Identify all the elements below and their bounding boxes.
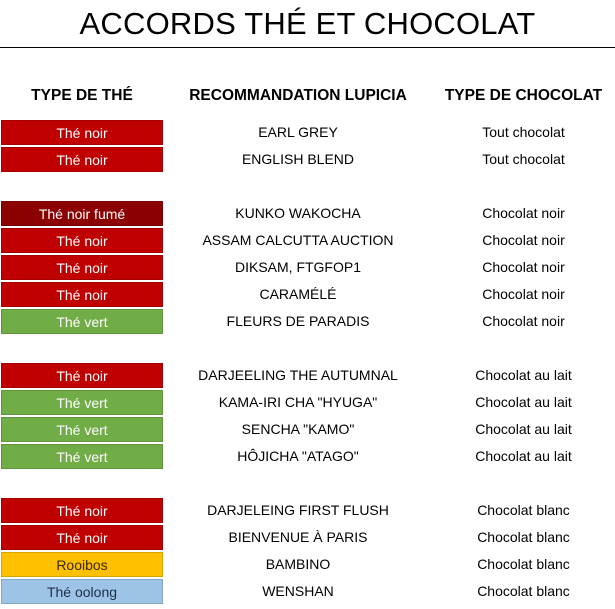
recommendation-cell: ENGLISH BLEND: [241, 151, 355, 167]
tea-type-cell: Thé noir: [1, 282, 163, 307]
table-row: [0, 579, 615, 606]
recommendation-cell: CARAMÉLÉ: [259, 286, 337, 302]
header-chocolate-type: TYPE DE CHOCOLAT: [444, 87, 603, 104]
tea-type-cell: Thé noir: [1, 147, 163, 172]
chocolate-type-cell: Chocolat au lait: [475, 448, 572, 464]
tea-type-cell: Thé vert: [1, 417, 163, 442]
tea-type-cell: Thé noir: [1, 120, 163, 145]
recommendation-cell: KAMA-IRI CHA "HYUGA": [218, 394, 378, 410]
chocolate-type-cell: Chocolat noir: [482, 313, 565, 329]
recommendation-cell: DARJELEING FIRST FLUSH: [207, 502, 389, 518]
header-tea-type: TYPE DE THÉ: [31, 87, 133, 104]
page-title: ACCORDS THÉ ET CHOCOLAT: [79, 6, 536, 41]
group-spacer: [0, 174, 615, 201]
recommendation-cell: HÔJICHA "ATAGO": [237, 448, 359, 464]
chocolate-type-cell: Chocolat noir: [482, 232, 565, 248]
table-row: [0, 228, 615, 255]
table-row: [0, 498, 615, 525]
recommendation-cell: DIKSAM, FTGFOP1: [234, 259, 361, 275]
chocolate-type-cell: Chocolat blanc: [477, 502, 570, 518]
recommendation-cell: WENSHAN: [262, 583, 334, 599]
tea-type-cell: Thé noir fumé: [1, 201, 163, 226]
table-row: [0, 120, 615, 147]
table-row: [0, 255, 615, 282]
chocolate-type-cell: Chocolat au lait: [475, 421, 572, 437]
table-row: [0, 309, 615, 336]
recommendation-cell: EARL GREY: [258, 124, 338, 140]
chocolate-type-cell: Chocolat au lait: [475, 394, 572, 410]
recommendation-cell: FLEURS DE PARADIS: [226, 313, 370, 329]
tea-type-cell: Rooibos: [1, 552, 163, 577]
pairing-table: [0, 120, 615, 606]
recommendation-cell: BAMBINO: [265, 556, 331, 572]
chocolate-type-cell: Chocolat blanc: [477, 529, 570, 545]
table-row: [0, 282, 615, 309]
group-spacer: [0, 471, 615, 498]
recommendation-cell: SENCHA "KAMO": [241, 421, 355, 437]
tea-type-cell: Thé noir: [1, 363, 163, 388]
chocolate-type-cell: Chocolat noir: [482, 286, 565, 302]
tea-type-cell: Thé noir: [1, 525, 163, 550]
column-headers: [0, 86, 615, 106]
table-row: [0, 147, 615, 174]
table-row: [0, 390, 615, 417]
chocolate-type-cell: Chocolat noir: [482, 205, 565, 221]
tea-type-cell: Thé vert: [1, 444, 163, 469]
chocolate-type-cell: Chocolat blanc: [477, 556, 570, 572]
recommendation-cell: ASSAM CALCUTTA AUCTION: [202, 232, 394, 248]
tea-type-cell: Thé vert: [1, 309, 163, 334]
recommendation-cell: KUNKO WAKOCHA: [235, 205, 361, 221]
chocolate-type-cell: Chocolat au lait: [475, 367, 572, 383]
tea-type-cell: Thé noir: [1, 255, 163, 280]
chocolate-type-cell: Tout chocolat: [482, 124, 565, 140]
header-recommendation: RECOMMANDATION LUPICIA: [189, 87, 407, 104]
tea-type-cell: Thé noir: [1, 498, 163, 523]
chocolate-type-cell: Chocolat noir: [482, 259, 565, 275]
recommendation-cell: BIENVENUE À PARIS: [228, 529, 368, 545]
group-spacer: [0, 336, 615, 363]
chocolate-type-cell: Tout chocolat: [482, 151, 565, 167]
chocolate-type-cell: Chocolat blanc: [477, 583, 570, 599]
tea-type-cell: Thé vert: [1, 390, 163, 415]
recommendation-cell: DARJEELING THE AUTUMNAL: [198, 367, 398, 383]
tea-type-cell: Thé oolong: [1, 579, 163, 604]
table-row: [0, 525, 615, 552]
table-row: [0, 444, 615, 471]
table-row: [0, 363, 615, 390]
table-row: [0, 552, 615, 579]
table-row: [0, 417, 615, 444]
table-row: [0, 201, 615, 228]
title-underline: [0, 47, 615, 48]
tea-type-cell: Thé noir: [1, 228, 163, 253]
